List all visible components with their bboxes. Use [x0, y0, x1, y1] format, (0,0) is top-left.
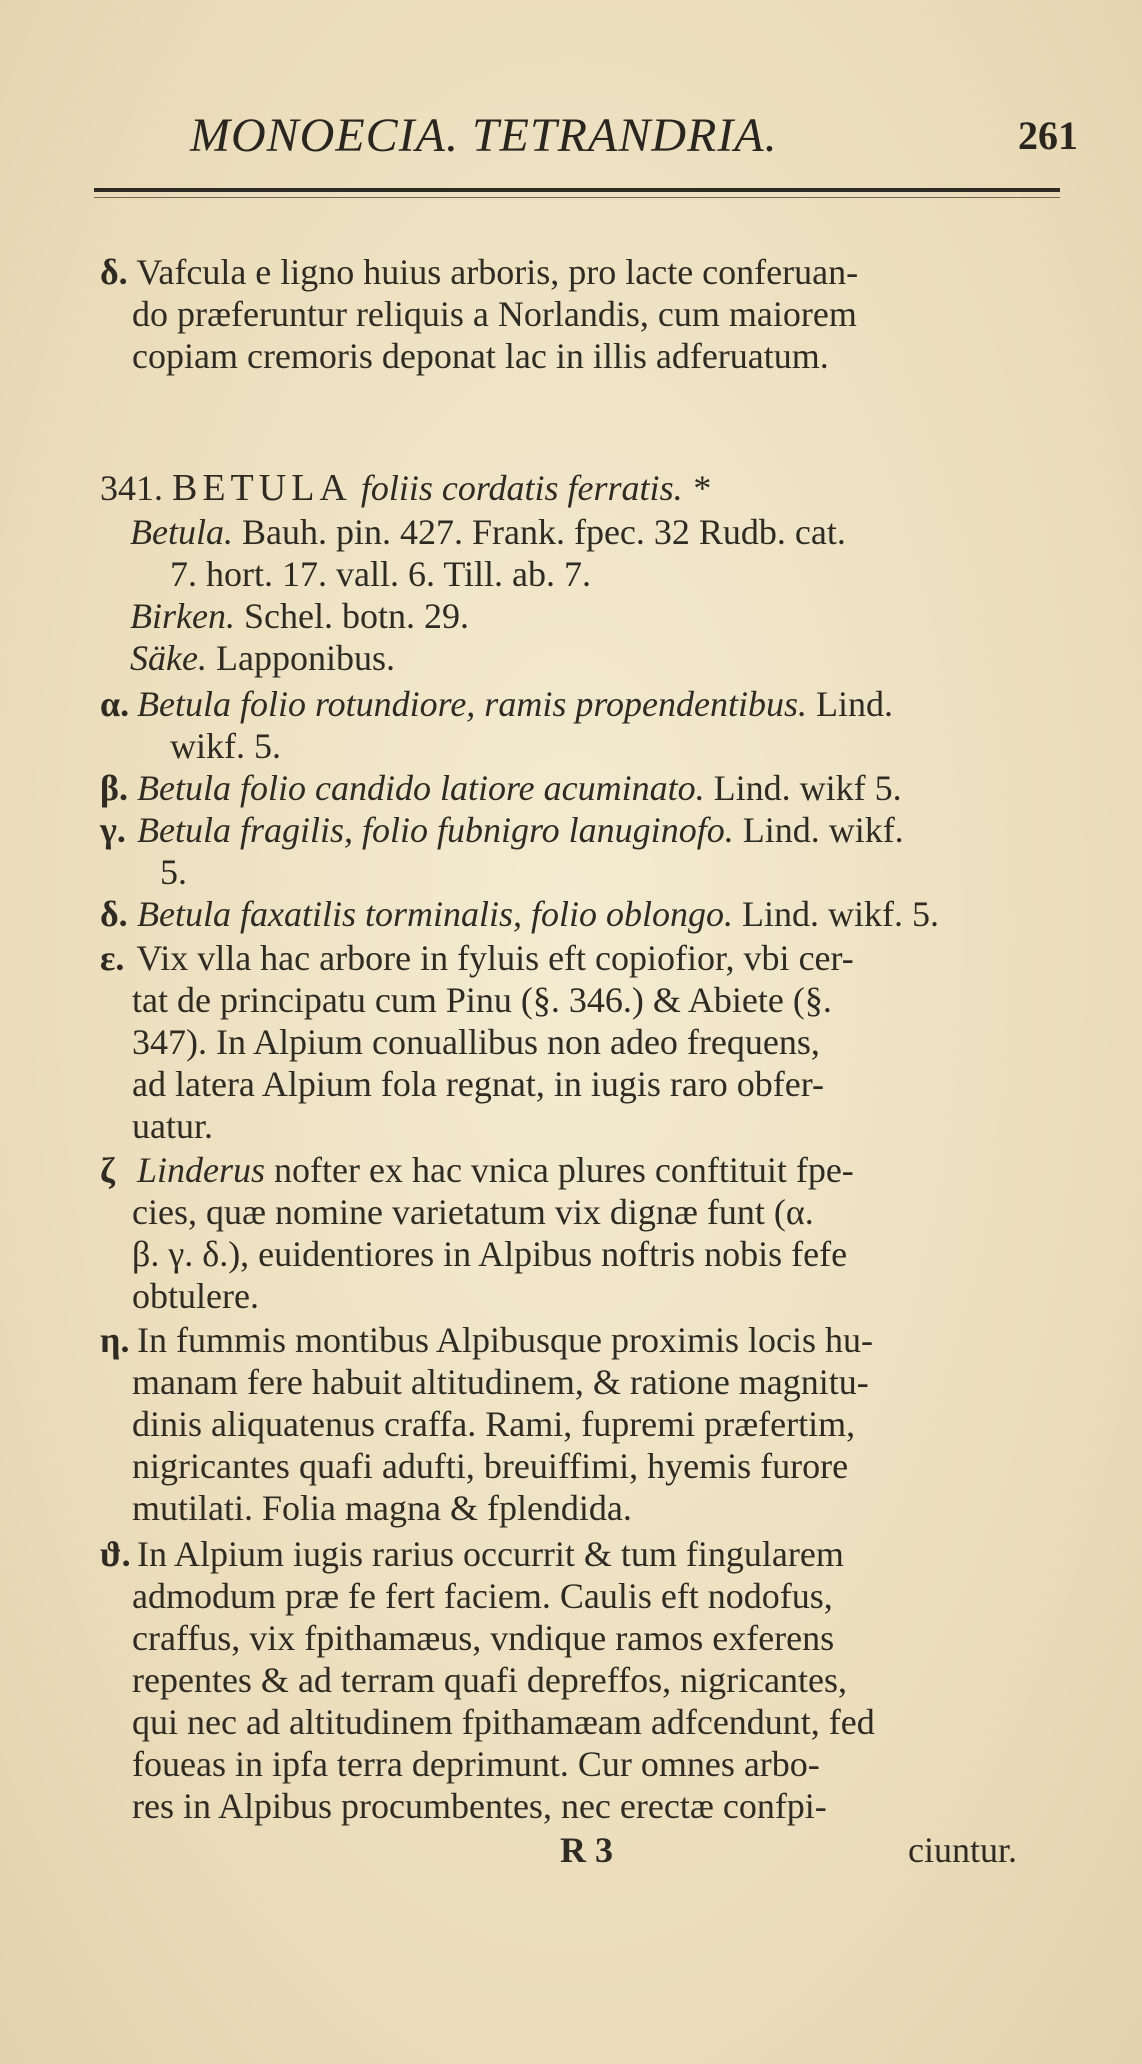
- text-line: do præferuntur reliquis a Norlandis, cum maiorem: [132, 294, 857, 334]
- text-line: nigricantes quafi adufti, breuiffimi, hyemis furore: [132, 1446, 849, 1486]
- variety-reference: Lind. wikf. 5.: [742, 894, 939, 934]
- page-header: [190, 108, 1090, 178]
- paragraph-marker: ϑ.: [100, 1534, 131, 1574]
- text-line: β. γ. δ.), euidentiores in Alpibus noftris nobis fefe: [132, 1234, 848, 1274]
- text-line: [100, 1150, 854, 1190]
- variety-line: [100, 894, 939, 934]
- text-line: obtulere.: [132, 1276, 259, 1316]
- entry-number: 341.: [100, 468, 163, 508]
- synonym-line: 7. hort. 17. vall. 6. Till. ab. 7.: [170, 554, 592, 594]
- paragraph-marker: δ.: [100, 252, 128, 292]
- text-line: admodum præ fe fert faciem. Caulis eft nodofus,: [132, 1576, 833, 1616]
- paragraph-marker: η.: [100, 1320, 130, 1360]
- synonym-line: [130, 512, 846, 552]
- variety-line: [100, 810, 904, 850]
- entry-heading: [100, 468, 710, 508]
- variety-line: [100, 684, 893, 724]
- signature-mark: R 3: [560, 1830, 613, 1870]
- variety-marker: δ.: [100, 894, 128, 934]
- variety-marker: β.: [100, 768, 128, 808]
- diagnosis: foliis cordatis ferratis. *: [360, 468, 710, 508]
- text-line: copiam cremoris deponat lac in illis adferuatum.: [132, 336, 829, 376]
- para-text: In fummis montibus Alpibusque proximis locis hu-: [137, 1320, 873, 1360]
- synonym-reference: Bauh. pin. 427. Frank. fpec. 32 Rudb. cat.: [241, 512, 846, 552]
- variety-reference: Lind. wikf 5.: [713, 768, 902, 808]
- catchword: ciuntur.: [908, 1830, 1017, 1870]
- variety-reference: Lind.: [815, 684, 893, 724]
- text-line: qui nec ad altitudinem fpithamæam adfcendunt, fed: [132, 1702, 875, 1742]
- para-text: Vix vlla hac arbore in fyluis eft copiofior, vbi cer-: [136, 938, 854, 978]
- text-line: dinis aliquatenus craffa. Rami, fupremi præfertim,: [132, 1404, 856, 1444]
- synonym-reference: Lapponibus.: [215, 638, 395, 678]
- paragraph-marker: ε.: [100, 938, 125, 978]
- variety-line: wikf. 5.: [170, 726, 281, 766]
- synonym-line: [130, 638, 395, 678]
- text-line: uatur.: [132, 1106, 213, 1146]
- text-line: [100, 1320, 873, 1360]
- variety-reference: Lind. wikf.: [742, 810, 904, 850]
- para-text: nofter ex hac vnica plures conftituit fpe-: [274, 1150, 854, 1190]
- synonym-name: Betula.: [130, 512, 233, 552]
- text-line: 347). In Alpium conuallibus non adeo frequens,: [132, 1022, 820, 1062]
- variety-name: Betula folio rotundiore, ramis propendentibus.: [137, 684, 807, 724]
- text-line: repentes & ad terram quafi depreffos, nigricantes,: [132, 1660, 848, 1700]
- variety-marker: α.: [100, 684, 130, 724]
- synonym-name: Birken.: [130, 596, 235, 636]
- text-line: tat de principatu cum Pinu (§. 346.) & Abiete (§.: [132, 980, 832, 1020]
- para-text: In Alpium iugis rarius occurrit & tum fingularem: [137, 1534, 844, 1574]
- text-line: foueas in ipfa terra deprimunt. Cur omnes arbo-: [132, 1744, 820, 1784]
- variety-line: 5.: [160, 852, 187, 892]
- variety-line: [100, 768, 902, 808]
- text-line: [100, 1534, 844, 1574]
- variety-name: Betula fragilis, folio fubnigro lanuginofo.: [137, 810, 734, 850]
- variety-name: Betula folio candido latiore acuminato.: [137, 768, 705, 808]
- text-line: [100, 938, 854, 978]
- text-line: ad latera Alpium fola regnat, in iugis raro obfer-: [132, 1064, 825, 1104]
- synonym-name: Säke.: [130, 638, 207, 678]
- page-number: 261: [1018, 113, 1078, 158]
- text-line: mutilati. Folia magna & fplendida.: [132, 1488, 632, 1528]
- paragraph-marker: ζ: [100, 1150, 115, 1190]
- running-title: MONOECIA. TETRANDRIA.: [190, 109, 778, 162]
- para-text: Vafcula e ligno huius arboris, pro lacte conferuan-: [136, 252, 859, 292]
- variety-marker: γ.: [100, 810, 126, 850]
- synonym-reference: Schel. botn. 29.: [243, 596, 469, 636]
- author-name: Linderus: [137, 1150, 266, 1190]
- genus-name: BETULA: [172, 467, 352, 509]
- synonym-line: [130, 596, 469, 636]
- text-line: [100, 252, 858, 292]
- variety-name: Betula faxatilis torminalis, folio oblongo.: [137, 894, 734, 934]
- text-line: res in Alpibus procumbentes, nec erectæ confpi-: [132, 1786, 827, 1826]
- text-line: manam fere habuit altitudinem, & ratione magnitu-: [132, 1362, 869, 1402]
- text-line: cies, quæ nomine varietatum vix dignæ funt (α.: [132, 1192, 814, 1232]
- header-rule: [94, 188, 1060, 198]
- text-line: craffus, vix fpithamæus, vndique ramos exferens: [132, 1618, 835, 1658]
